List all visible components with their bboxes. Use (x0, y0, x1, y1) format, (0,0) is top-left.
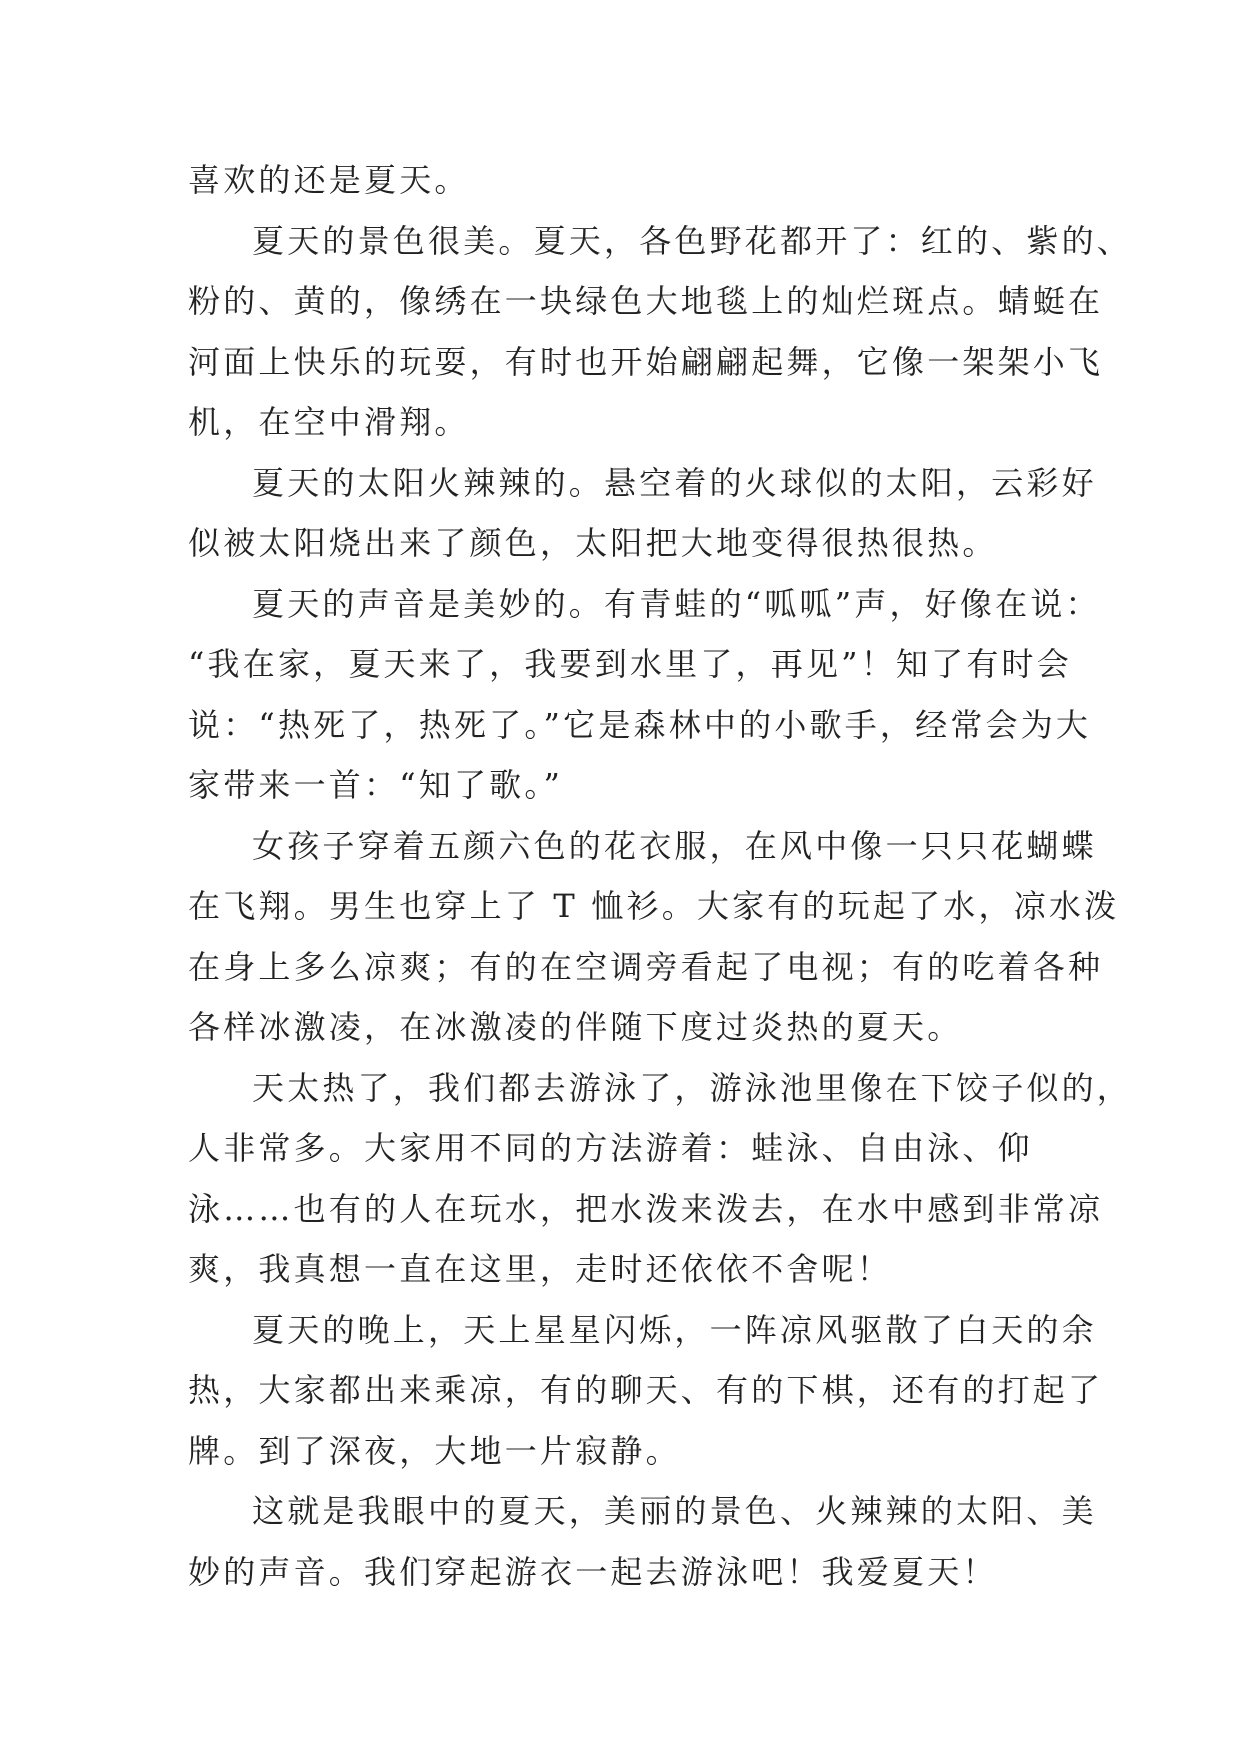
text-line: 泳……也有的人在玩水，把水泼来泼去，在水中感到非常凉 (188, 1189, 1104, 1228)
paragraph-start-line: 这就是我眼中的夏天，美丽的景色、火辣辣的太阳、美 (252, 1492, 1097, 1530)
text-line: 各样冰激凌，在冰激凌的伴随下度过炎热的夏天。 (188, 1008, 963, 1046)
text-line: 喜欢的还是夏天。 (188, 161, 470, 199)
text-line: 妙的声音。我们穿起游衣一起去游泳吧！我爱夏天！ (188, 1552, 998, 1591)
text-line: 热，大家都出来乘凉，有的聊天、有的下棋，还有的打起了 (188, 1371, 1104, 1409)
paragraph-start-line: 天太热了，我们都去游泳了，游泳池里像在下饺子似的， (252, 1068, 1133, 1107)
text-line: 在飞翔。男生也穿上了 T 恤衫。大家有的玩起了水，凉水泼 (188, 887, 1120, 925)
text-line: 机，在空中滑翔。 (188, 403, 470, 441)
paragraph-start-line: 女孩子穿着五颜六色的花衣服，在风中像一只只花蝴蝶 (252, 826, 1097, 865)
text-line: 似被太阳烧出来了颜色，太阳把大地变得很热很热。 (188, 524, 998, 562)
text-line: 牌。到了深夜，大地一片寂静。 (188, 1431, 681, 1470)
text-line: 人非常多。大家用不同的方法游着：蛙泳、自由泳、仰 (188, 1129, 1033, 1167)
text-line: 河面上快乐的玩耍，有时也开始翩翩起舞，它像一架架小飞 (188, 342, 1104, 381)
paragraph-start-line: 夏天的晚上，天上星星闪烁，一阵凉风驱散了白天的余 (252, 1310, 1097, 1349)
paragraph-start-line: 夏天的景色很美。夏天，各色野花都开了：红的、紫的、 (252, 221, 1133, 260)
text-line: 说：“热死了，热死了。”它是森林中的小歌手，经常会为大 (188, 705, 1092, 744)
text-line: 粉的、黄的，像绣在一块绿色大地毯上的灿烂斑点。蜻蜓在 (188, 282, 1104, 320)
text-line: 在身上多么凉爽；有的在空调旁看起了电视；有的吃着各种 (188, 947, 1104, 986)
paragraph-start-line: 夏天的声音是美妙的。有青蛙的“呱呱”声，好像在说： (252, 584, 1101, 623)
text-line: 爽，我真想一直在这里，走时还依依不舍呢！ (188, 1250, 893, 1288)
text-line: 家带来一首：“知了歌。” (188, 766, 564, 804)
essay-body (188, 158, 1133, 1610)
paragraph-start-line: 夏天的太阳火辣辣的。悬空着的火球似的太阳，云彩好 (252, 463, 1097, 502)
text-line: “我在家，夏天来了，我要到水里了，再见”！知了有时会 (188, 645, 1072, 683)
